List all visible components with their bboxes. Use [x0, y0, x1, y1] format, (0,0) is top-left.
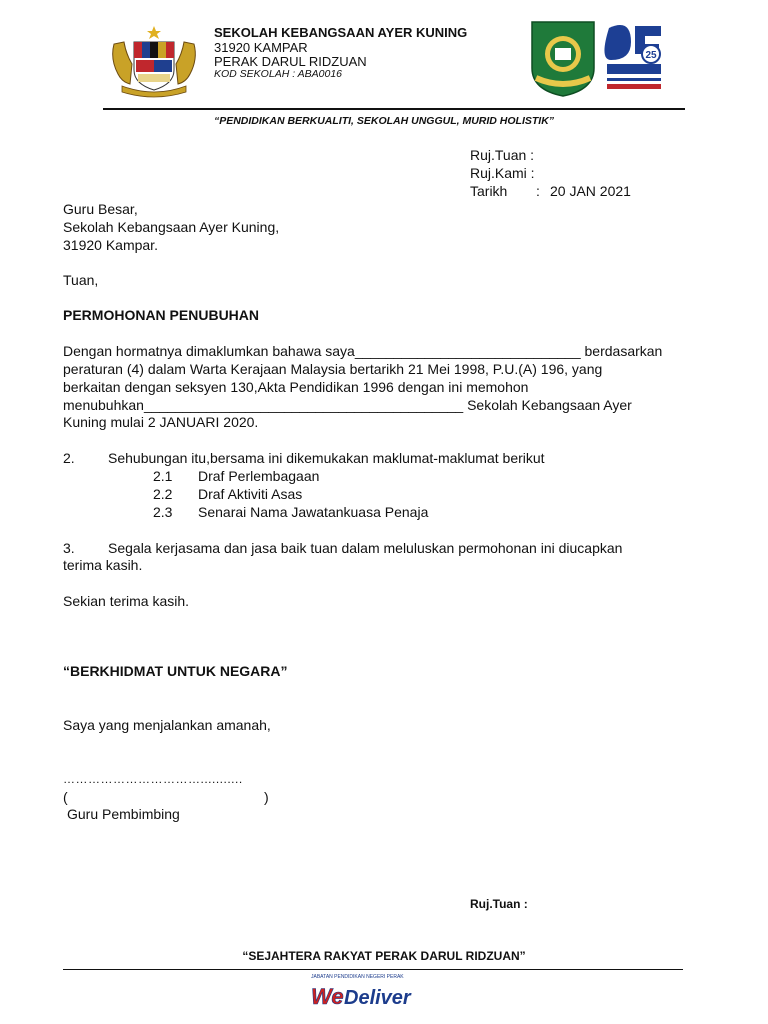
slogan: “BERKHIDMAT UNTUK NEGARA”: [63, 663, 288, 679]
tarikh-label: Tarikh: [470, 183, 508, 199]
signature-role: Guru Pembimbing: [67, 806, 180, 822]
logo-we-text: We: [311, 984, 344, 1009]
para1-line-5: Kuning mulai 2 JANUARI 2020.: [63, 414, 259, 430]
signature-paren-open: (: [63, 789, 68, 805]
para1-line-2: peraturan (4) dalam Warta Kerajaan Malaysia bertarikh 21 Mei 1998, P.U.(A) 196, yang: [63, 361, 603, 377]
anniversary-logo: [601, 20, 665, 98]
list-item-label: Draf Aktiviti Asas: [198, 486, 303, 502]
list-item-number: 2.3: [153, 504, 173, 520]
we-deliver-logo: [310, 972, 422, 1012]
list-item-number: 2.1: [153, 468, 173, 484]
ruj-tuan-label: Ruj.Tuan :: [470, 147, 535, 163]
recipient-line-2: Sekolah Kebangsaan Ayer Kuning,: [63, 219, 280, 235]
salutation: Tuan,: [63, 272, 99, 288]
logo-caption: JABATAN PENDIDIKAN NEGERI PERAK: [311, 974, 404, 980]
letter-subject: PERMOHONAN PENUBUHAN: [63, 307, 260, 323]
para2-text: Sehubungan itu,bersama ini dikemukakan maklumat-maklumat berikut: [108, 450, 545, 466]
para3-line-1: Segala kerjasama dan jasa baik tuan dalam meluluskan permohonan ini diucapkan: [108, 540, 623, 556]
para1-line-3: berkaitan dengan seksyen 130,Akta Pendidikan 1996 dengan ini memohon: [63, 379, 529, 395]
school-code: KOD SEKOLAH : ABA0016: [214, 68, 343, 80]
para3-line-2: terima kasih.: [63, 557, 143, 573]
malaysia-crest-logo: [108, 24, 200, 98]
tarikh-value: 20 JAN 2021: [550, 183, 631, 199]
footer-motto: “SEJAHTERA RAKYAT PERAK DARUL RIDZUAN”: [242, 949, 526, 963]
anniversary-number: 25: [645, 50, 657, 61]
para1-line-4: menubuhkan_________________________________________ Sekolah Kebangsaan Ayer: [63, 397, 632, 413]
para1-line-1: Dengan hormatnya dimaklumkan bahawa saya_____________________________ berdasarkan: [63, 343, 663, 359]
signature-line: ……………………………...........: [63, 772, 243, 786]
logo-deliver-text: Deliver: [344, 987, 411, 1009]
ruj-kami-label: Ruj.Kami :: [470, 165, 535, 181]
school-motto: “PENDIDIKAN BERKUALITI, SEKOLAH UNGGUL, MURID HOLISTIK”: [213, 115, 555, 127]
list-item-label: Senarai Nama Jawatankuasa Penaja: [198, 504, 429, 520]
list-item-number: 2.2: [153, 486, 173, 502]
footer-ruj-tuan: Ruj.Tuan :: [470, 897, 528, 911]
footer-divider: [63, 969, 683, 970]
tarikh-separator: :: [536, 183, 540, 199]
header-divider: [103, 108, 685, 110]
signature-paren-close: ): [264, 789, 269, 805]
school-state: PERAK DARUL RIDZUAN: [214, 54, 367, 69]
school-name: SEKOLAH KEBANGSAAN AYER KUNING: [214, 25, 468, 40]
para2-number: 2.: [63, 450, 75, 466]
school-badge-logo: [528, 20, 598, 98]
recipient-line-1: Guru Besar,: [63, 201, 138, 217]
trust-statement: Saya yang menjalankan amanah,: [63, 717, 271, 733]
school-postcode-city: 31920 KAMPAR: [214, 40, 308, 55]
para3-number: 3.: [63, 540, 75, 556]
recipient-line-3: 31920 Kampar.: [63, 237, 158, 253]
closing-text: Sekian terima kasih.: [63, 593, 190, 609]
list-item-label: Draf Perlembagaan: [198, 468, 320, 484]
